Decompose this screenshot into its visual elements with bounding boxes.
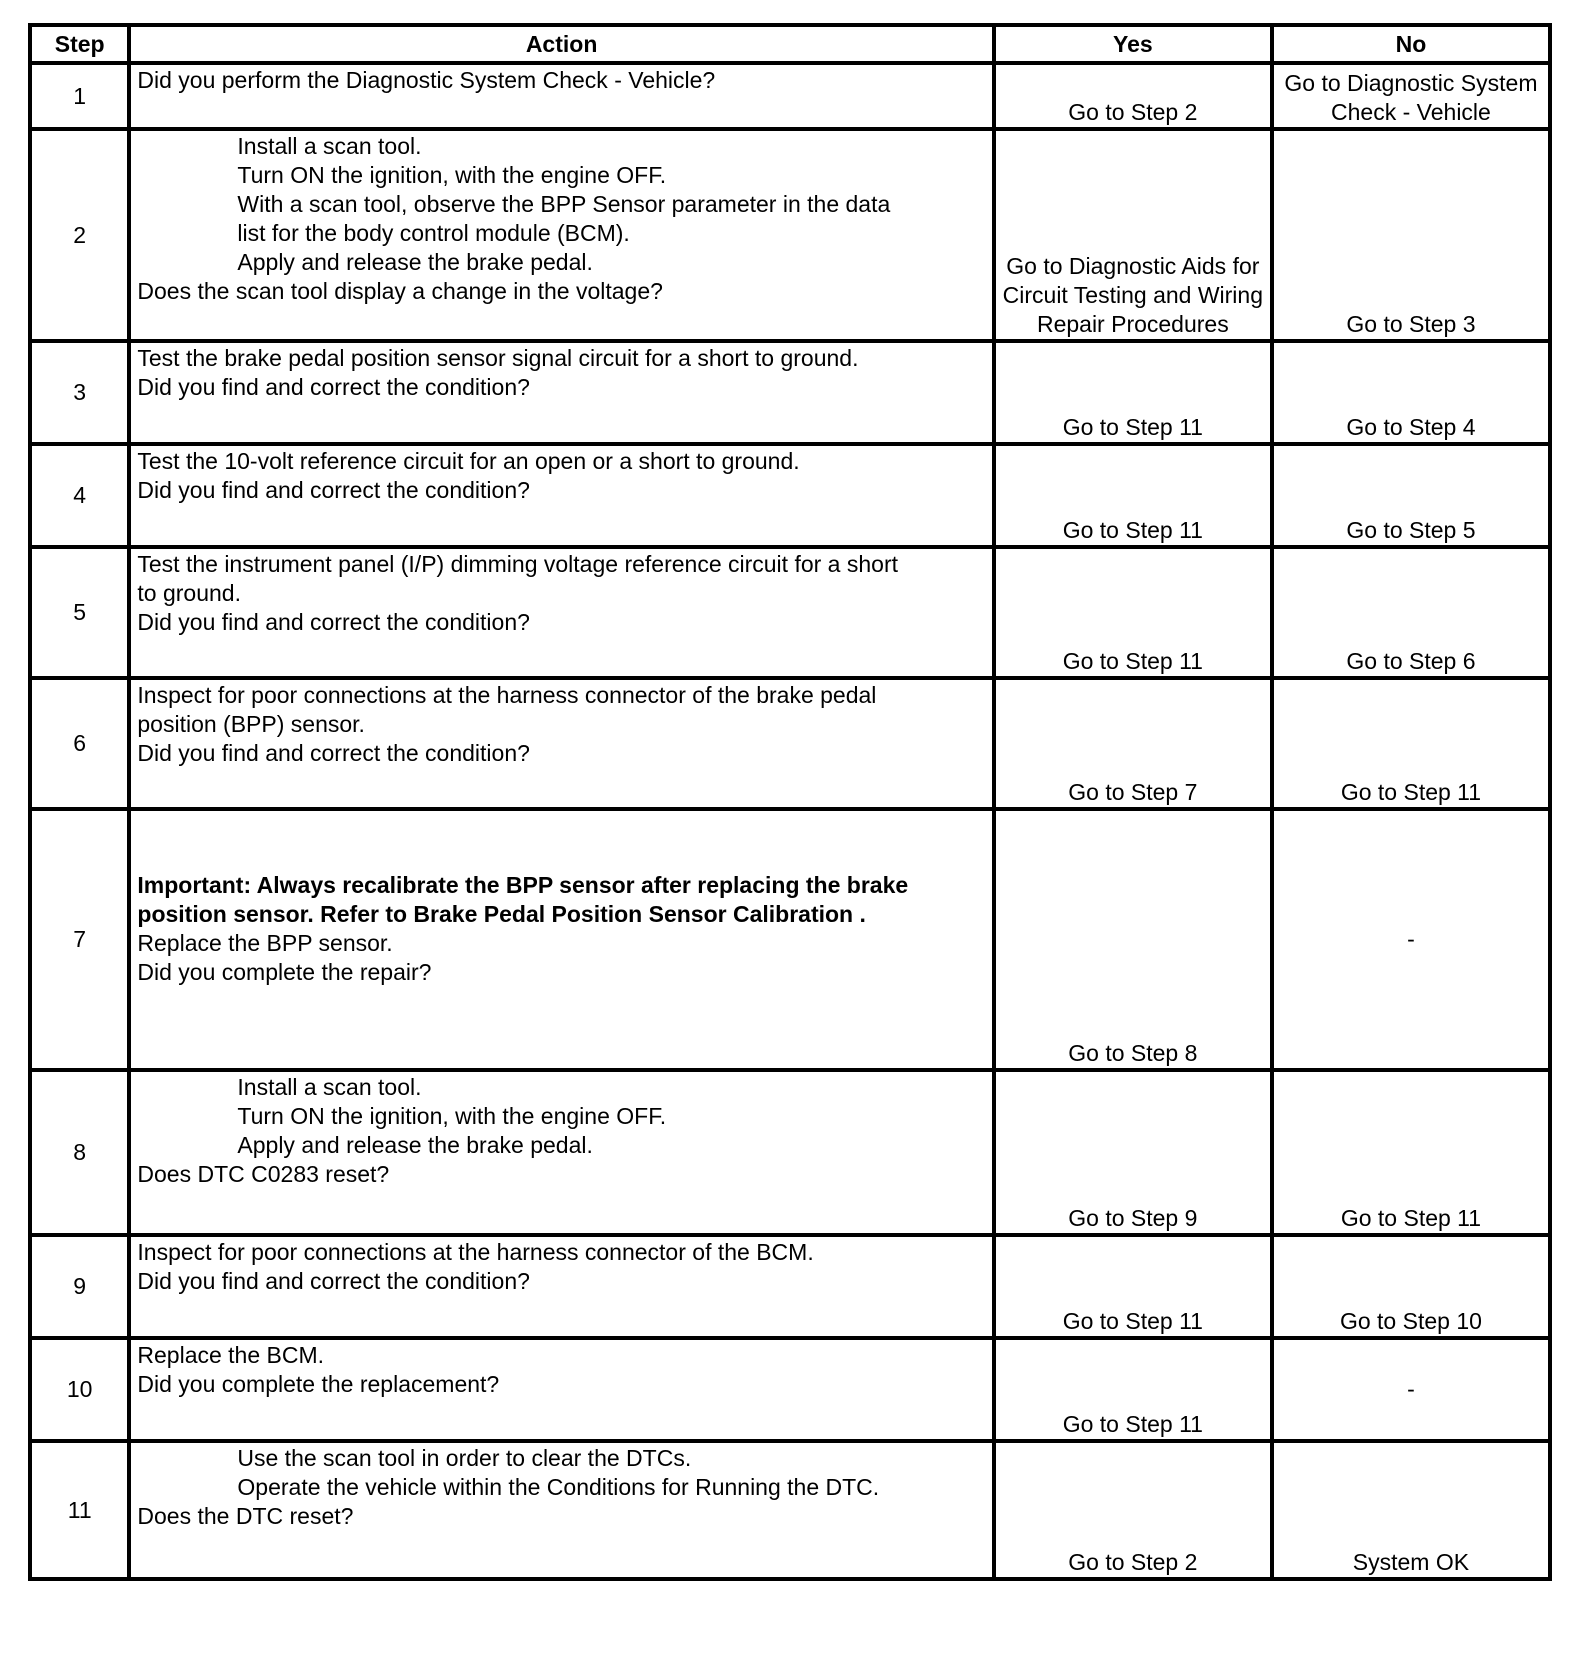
header-step: Step <box>30 25 129 63</box>
instruction-line: list for the body control module (BCM). <box>237 220 630 246</box>
action-cell <box>129 63 993 129</box>
table-row <box>30 1338 1550 1441</box>
header-no: No <box>1272 25 1550 63</box>
action-question: Did you find and correct the condition? <box>137 1268 530 1294</box>
instruction-line: position (BPP) sensor. <box>137 711 365 737</box>
action-instructions <box>137 447 985 476</box>
step-number: 11 <box>30 1441 129 1579</box>
action-instructions <box>137 681 985 739</box>
action-cell <box>129 678 993 809</box>
step-number: 8 <box>30 1070 129 1235</box>
instruction-line: Test the instrument panel (I/P) dimming voltage reference circuit for a short <box>137 551 898 577</box>
yes-cell: Go to Step 9 <box>994 1070 1272 1235</box>
yes-cell: Go to Step 7 <box>994 678 1272 809</box>
step-number: 5 <box>30 547 129 678</box>
yes-cell: Go to Step 11 <box>994 341 1272 444</box>
step-number: 3 <box>30 341 129 444</box>
no-cell: Go to Step 10 <box>1272 1235 1550 1338</box>
yes-cell: Go to Step 11 <box>994 1338 1272 1441</box>
table-row <box>30 678 1550 809</box>
action-instructions <box>137 1341 985 1370</box>
action-instructions <box>137 929 985 958</box>
yes-cell: Go to Step 11 <box>994 547 1272 678</box>
instruction-line: Replace the BCM. <box>137 1342 325 1368</box>
instruction-line: Apply and release the brake pedal. <box>237 249 593 275</box>
instruction-line: Turn ON the ignition, with the engine OFF. <box>237 162 667 188</box>
instruction-line: Use the scan tool in order to clear the DTCs. <box>237 1445 692 1471</box>
action-question: Did you find and correct the condition? <box>137 374 530 400</box>
no-cell: - <box>1272 809 1550 1070</box>
yes-cell: Go to Step 11 <box>994 1235 1272 1338</box>
action-instructions <box>137 550 985 608</box>
yes-cell: Go to Step 8 <box>994 809 1272 1070</box>
action-question: Did you complete the replacement? <box>137 1371 500 1397</box>
action-instructions <box>137 1444 985 1502</box>
instruction-line: Test the 10-volt reference circuit for an open or a short to ground. <box>137 448 800 474</box>
table-row <box>30 1235 1550 1338</box>
action-question: Does DTC C0283 reset? <box>137 1161 390 1187</box>
instruction-line: Apply and release the brake pedal. <box>237 1132 593 1158</box>
action-instructions <box>137 344 985 373</box>
instruction-line: Operate the vehicle within the Conditions for Running the DTC. <box>237 1474 880 1500</box>
step-number: 1 <box>30 63 129 129</box>
step-number: 2 <box>30 129 129 341</box>
instruction-line: Test the brake pedal position sensor signal circuit for a short to ground. <box>137 345 859 371</box>
action-question: Did you find and correct the condition? <box>137 609 530 635</box>
instruction-line: Replace the BPP sensor. <box>137 930 393 956</box>
table-row <box>30 809 1550 1070</box>
header-yes: Yes <box>994 25 1272 63</box>
no-cell: - <box>1272 1338 1550 1441</box>
instruction-line: to ground. <box>137 580 241 606</box>
action-instructions <box>137 1238 985 1267</box>
no-cell: Go to Step 11 <box>1272 1070 1550 1235</box>
no-cell: Go to Step 11 <box>1272 678 1550 809</box>
step-number: 7 <box>30 809 129 1070</box>
action-cell <box>129 444 993 547</box>
important-line: Important: Always recalibrate the BPP sensor after replacing the brake <box>137 872 909 898</box>
no-cell: Go to Step 4 <box>1272 341 1550 444</box>
step-number: 6 <box>30 678 129 809</box>
table-row <box>30 1070 1550 1235</box>
no-cell: Go to Step 5 <box>1272 444 1550 547</box>
action-cell <box>129 1070 993 1235</box>
yes-cell: Go to Step 11 <box>994 444 1272 547</box>
no-cell: Go to Step 3 <box>1272 129 1550 341</box>
table-row <box>30 444 1550 547</box>
instruction-line: Install a scan tool. <box>237 133 422 159</box>
action-cell <box>129 1338 993 1441</box>
table-row <box>30 341 1550 444</box>
action-instructions <box>137 132 985 277</box>
action-cell <box>129 1441 993 1579</box>
action-cell <box>129 341 993 444</box>
no-cell: System OK <box>1272 1441 1550 1579</box>
important-note <box>137 871 985 929</box>
diagnostic-table <box>28 23 1552 1581</box>
instruction-line: Install a scan tool. <box>237 1074 422 1100</box>
header-action: Action <box>129 25 993 63</box>
table-row <box>30 1441 1550 1579</box>
instruction-line: Inspect for poor connections at the harness connector of the brake pedal <box>137 682 877 708</box>
step-number: 4 <box>30 444 129 547</box>
instruction-line: With a scan tool, observe the BPP Sensor parameter in the data <box>237 191 891 217</box>
action-cell <box>129 1235 993 1338</box>
action-question: Did you find and correct the condition? <box>137 740 530 766</box>
action-question: Does the scan tool display a change in the voltage? <box>137 278 663 304</box>
action-instructions <box>137 1073 985 1160</box>
no-cell: Go to Diagnostic System Check - Vehicle <box>1272 63 1550 129</box>
step-number: 10 <box>30 1338 129 1441</box>
action-cell <box>129 547 993 678</box>
yes-cell: Go to Step 2 <box>994 1441 1272 1579</box>
action-question: Did you find and correct the condition? <box>137 477 530 503</box>
yes-cell: Go to Diagnostic Aids for Circuit Testing and Wiring Repair Procedures <box>994 129 1272 341</box>
action-question: Did you complete the repair? <box>137 959 432 985</box>
instruction-line: Turn ON the ignition, with the engine OFF. <box>237 1103 667 1129</box>
table-header-row <box>30 25 1550 63</box>
important-line: position sensor. Refer to Brake Pedal Position Sensor Calibration . <box>137 901 866 927</box>
instruction-line: Inspect for poor connections at the harness connector of the BCM. <box>137 1239 814 1265</box>
yes-cell: Go to Step 2 <box>994 63 1272 129</box>
table-row <box>30 129 1550 341</box>
action-cell <box>129 129 993 341</box>
step-number: 9 <box>30 1235 129 1338</box>
no-cell: Go to Step 6 <box>1272 547 1550 678</box>
table-row <box>30 547 1550 678</box>
action-cell <box>129 809 993 1070</box>
table-row <box>30 63 1550 129</box>
action-question: Does the DTC reset? <box>137 1503 354 1529</box>
action-question: Did you perform the Diagnostic System Check - Vehicle? <box>137 67 716 93</box>
